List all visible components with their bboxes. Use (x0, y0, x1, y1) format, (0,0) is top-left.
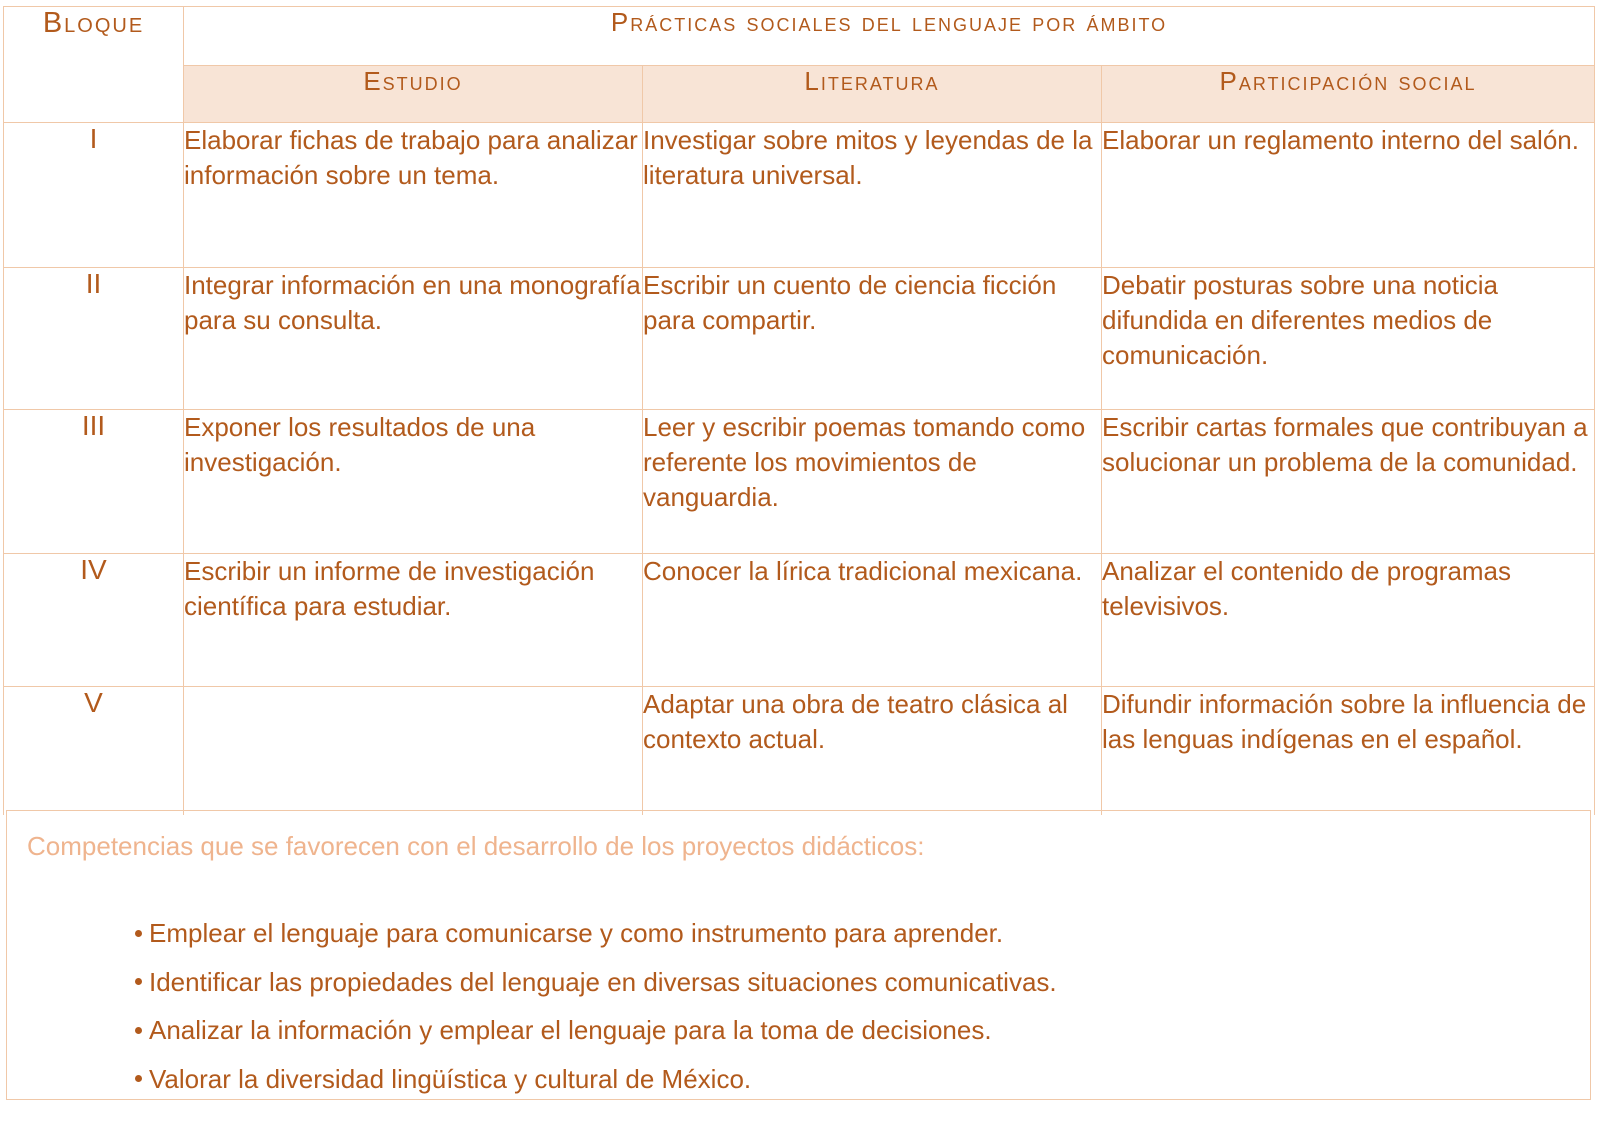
table-row (4, 687, 1595, 816)
competencia-text: Identificar las propiedades del lenguaje en diversas situaciones comunicativas. (149, 966, 1057, 997)
participacion-cell: Analizar el contenido de programas televisivos. (1102, 554, 1595, 687)
column-header-literatura: Literatura (643, 66, 1102, 123)
competencias-list (135, 909, 1057, 1103)
participacion-cell: Debatir posturas sobre una noticia difundida en diferentes medios de comunicación. (1102, 268, 1595, 410)
bullet-icon (135, 1027, 142, 1034)
participacion-cell: Difundir información sobre la influencia de las lenguas indígenas en el español. (1102, 687, 1595, 816)
table-row (4, 554, 1595, 687)
literatura-cell: Escribir un cuento de ciencia ficción para compartir. (643, 268, 1102, 410)
literatura-cell: Investigar sobre mitos y leyendas de la literatura universal. (643, 123, 1102, 268)
competencia-text: Emplear el lenguaje para comunicarse y como instrumento para aprender. (149, 918, 1004, 948)
practicas-header: Prácticas sociales del lenguaje por ámbito (184, 7, 1595, 66)
column-header-row (4, 66, 1595, 123)
column-header-participacion: Participación social (1102, 66, 1595, 123)
competencia-text: Valorar la diversidad lingüística y cultural de México. (149, 1063, 752, 1094)
competencia-text: Analizar la información y emplear el lenguaje para la toma de decisiones. (149, 1015, 992, 1045)
list-item (135, 1055, 1057, 1104)
bloque-number: III (4, 410, 184, 554)
literatura-cell: Leer y escribir poemas tomando como referente los movimientos de vanguardia. (643, 410, 1102, 554)
bullet-icon (135, 1075, 142, 1082)
competencias-box (6, 810, 1591, 1100)
bullet-icon (135, 978, 142, 985)
table-row (4, 123, 1595, 268)
list-item (135, 1006, 1057, 1055)
estudio-cell: Integrar información en una monografía para su consulta. (184, 268, 643, 410)
bullet-icon (135, 930, 142, 937)
participacion-cell: Elaborar un reglamento interno del salón. (1102, 123, 1595, 268)
bloque-number: V (4, 687, 184, 816)
estudio-cell: Elaborar fichas de trabajo para analizar información sobre un tema. (184, 123, 643, 268)
participacion-cell: Escribir cartas formales que contribuyan a solucionar un problema de la comunidad. (1102, 410, 1595, 554)
bloque-number: IV (4, 554, 184, 687)
estudio-cell (184, 687, 643, 816)
literatura-cell: Conocer la lírica tradicional mexicana. (643, 554, 1102, 687)
table-row (4, 410, 1595, 554)
literatura-cell: Adaptar una obra de teatro clásica al contexto actual. (643, 687, 1102, 816)
competencias-title: Competencias que se favorecen con el desarrollo de los proyectos didácticos: (27, 831, 925, 861)
column-header-estudio: Estudio (184, 66, 643, 123)
list-item (135, 958, 1057, 1007)
bloque-number: I (4, 123, 184, 268)
estudio-cell: Exponer los resultados de una investigación. (184, 410, 643, 554)
list-item (135, 909, 1057, 958)
table-row (4, 268, 1595, 410)
bloque-header: Bloque (4, 7, 184, 123)
bloque-number: II (4, 268, 184, 410)
table-header-row (4, 7, 1595, 66)
estudio-cell: Escribir un informe de investigación científica para estudiar. (184, 554, 643, 687)
practicas-table (3, 6, 1595, 815)
